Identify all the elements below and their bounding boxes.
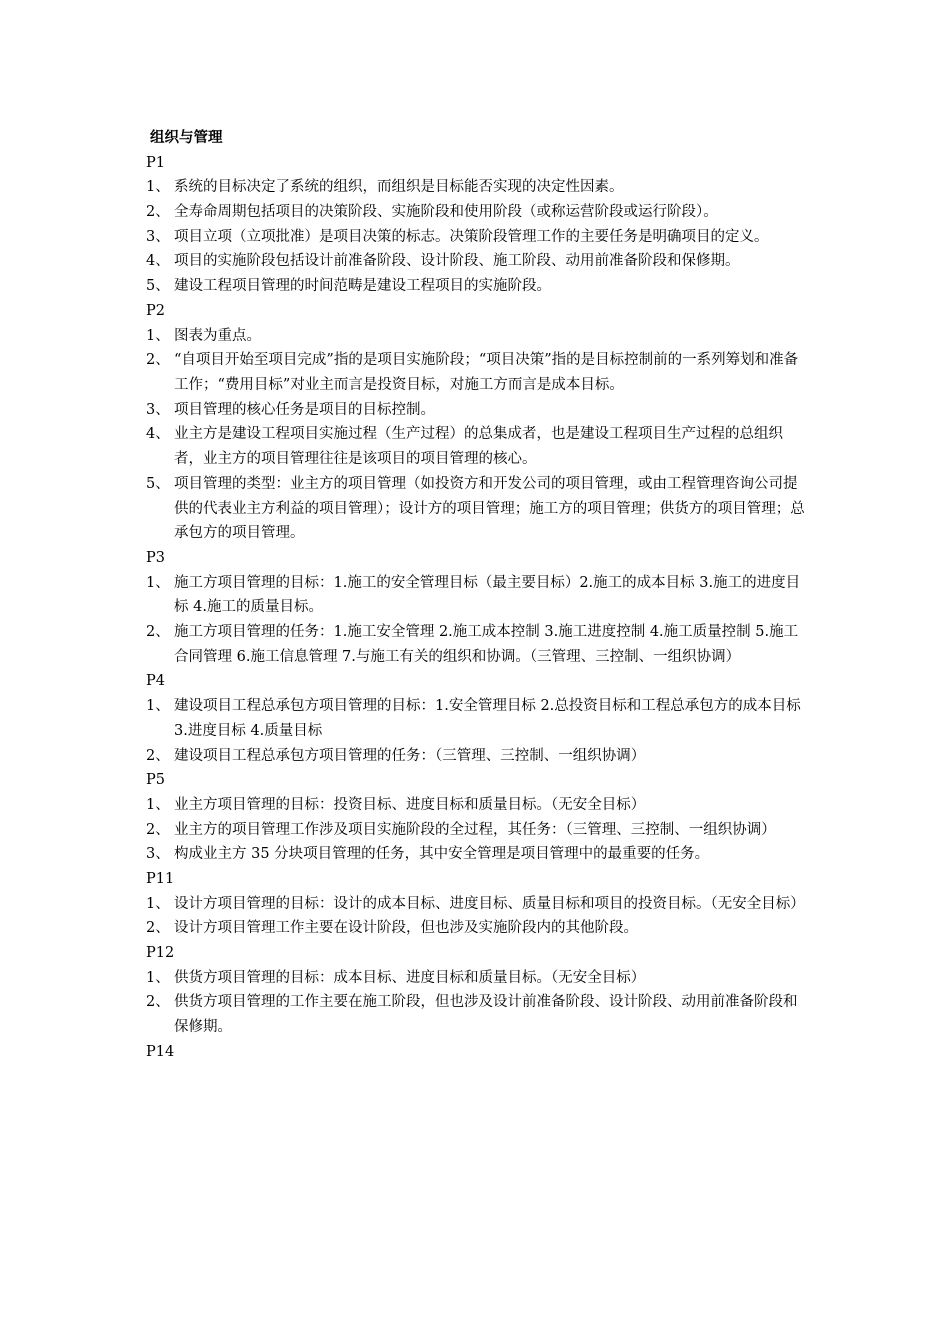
list-item-number: 4、	[146, 253, 170, 270]
list-item-text: 设计方项目管理的目标：设计的成本目标、进度目标、质量目标和项目的投资目标。（无安全目标）	[174, 895, 805, 912]
list-item-number: 5、	[146, 278, 170, 295]
list-item-text: 建设项目工程总承包方项目管理的任务：（三管理、三控制、一组织协调）	[174, 747, 646, 764]
list-item-text: 施工方项目管理的任务：1.施工安全管理 2.施工成本控制 3.施工进度控制 4.施工质量控制 5.施工合同管理 6.施工信息管理 7.与施工有关的组织和协调。（三管理、三控制、一组织协调）	[174, 624, 799, 665]
list-item-number: 2、	[146, 352, 170, 369]
section-heading: P3	[146, 549, 165, 566]
document-body	[146, 151, 810, 1065]
list-item-number: 3、	[146, 846, 170, 863]
list-item-number: 2、	[146, 204, 170, 221]
list-item-number: 4、	[146, 426, 170, 443]
list-item-text: “自项目开始至项目完成”指的是项目实施阶段；“项目决策”指的是目标控制前的一系列筹划和准备工作；“费用目标”对业主而言是投资目标，对施工方而言是成本目标。	[174, 352, 799, 393]
list-item	[146, 200, 810, 225]
list-item-number: 2、	[146, 994, 170, 1011]
list-item-number: 1、	[146, 327, 170, 344]
list-item-number: 1、	[146, 796, 170, 813]
list-item	[146, 990, 810, 1039]
section-heading: P5	[146, 772, 165, 789]
list-item-number: 1、	[146, 698, 170, 715]
list-item	[146, 571, 810, 620]
list-item	[146, 818, 810, 843]
list-item	[146, 842, 810, 867]
document-page	[146, 126, 810, 1065]
list-item	[146, 422, 810, 471]
list-item-number: 1、	[146, 895, 170, 912]
section-heading: P14	[146, 1043, 175, 1060]
list-item	[146, 744, 810, 769]
section-heading: P12	[146, 945, 175, 962]
list-item-text: 供货方项目管理的工作主要在施工阶段，但也涉及设计前准备阶段、设计阶段、动用前准备阶段和保修期。	[174, 994, 798, 1036]
list-item-text: 项目立项（立项批准）是项目决策的标志。决策阶段管理工作的主要任务是明确项目的定义。	[174, 228, 769, 245]
section-heading: P11	[146, 871, 175, 887]
list-item	[146, 225, 810, 250]
document-title: 组织与管理	[150, 130, 223, 146]
list-item-text: 业主方项目管理的目标：投资目标、进度目标和质量目标。（无安全目标）	[174, 796, 646, 813]
list-item-number: 1、	[146, 179, 170, 196]
list-item	[146, 694, 810, 743]
list-item	[146, 472, 810, 546]
list-item	[146, 175, 810, 200]
list-item	[146, 916, 810, 941]
list-item-text: 全寿命周期包括项目的决策阶段、实施阶段和使用阶段（或称运营阶段或运行阶段）。	[174, 204, 718, 221]
list-item	[146, 892, 810, 917]
section-heading: P1	[146, 154, 165, 171]
list-item	[146, 793, 810, 818]
list-item	[146, 274, 810, 299]
list-item-number: 2、	[146, 747, 170, 764]
list-item-number: 3、	[146, 228, 170, 245]
list-item-number: 5、	[146, 475, 170, 492]
list-item-number: 2、	[146, 821, 170, 838]
list-item	[146, 398, 810, 423]
list-item-text: 图表为重点。	[174, 327, 261, 344]
list-item	[146, 620, 810, 669]
list-item-text: 施工方项目管理的目标：1.施工的安全管理目标（最主要目标）2.施工的成本目标 3.施工的进度目标 4.施工的质量目标。	[174, 574, 801, 616]
list-item-text: 业主方是建设工程项目实施过程（生产过程）的总集成者，也是建设工程项目生产过程的总组织者，业主方的项目管理往往是该项目的项目管理的核心。	[174, 426, 783, 468]
list-item	[146, 249, 810, 274]
section-heading: P2	[146, 302, 165, 319]
list-item-text: 供货方项目管理的目标：成本目标、进度目标和质量目标。（无安全目标）	[174, 969, 646, 986]
list-item-text: 项目的实施阶段包括设计前准备阶段、设计阶段、施工阶段、动用前准备阶段和保修期。	[174, 253, 740, 270]
list-item-text: 建设项目工程总承包方项目管理的目标：1.安全管理目标 2.总投资目标和工程总承包方的成本目标 3.进度目标 4.质量目标	[174, 698, 801, 739]
list-item	[146, 966, 810, 991]
section-heading: P4	[146, 673, 165, 690]
list-item-text: 项目管理的类型：业主方的项目管理（如投资方和开发公司的项目管理，或由工程管理咨询公司提供的代表业主方利益的项目管理）；设计方的项目管理；施工方的项目管理；供货方的项目管理；总承包方的项目管理。	[174, 475, 805, 542]
list-item	[146, 348, 810, 397]
list-item-number: 2、	[146, 920, 170, 937]
list-item-text: 业主方的项目管理工作涉及项目实施阶段的全过程，其任务：（三管理、三控制、一组织协调）	[174, 821, 776, 838]
list-item-text: 建设工程项目管理的时间范畴是建设工程项目的实施阶段。	[174, 278, 551, 295]
list-item-number: 2、	[146, 624, 170, 640]
list-item-text: 项目管理的核心任务是项目的目标控制。	[174, 401, 435, 418]
list-item-text: 构成业主方 35 分块项目管理的任务，其中安全管理是项目管理中的最重要的任务。	[174, 846, 710, 863]
list-item-number: 1、	[146, 969, 170, 986]
list-item-number: 1、	[146, 574, 170, 591]
list-item-text: 设计方项目管理工作主要在设计阶段，但也涉及实施阶段内的其他阶段。	[174, 920, 638, 937]
list-item-number: 3、	[146, 401, 170, 418]
list-item	[146, 324, 810, 349]
list-item-text: 系统的目标决定了系统的组织，而组织是目标能否实现的决定性因素。	[174, 179, 624, 196]
